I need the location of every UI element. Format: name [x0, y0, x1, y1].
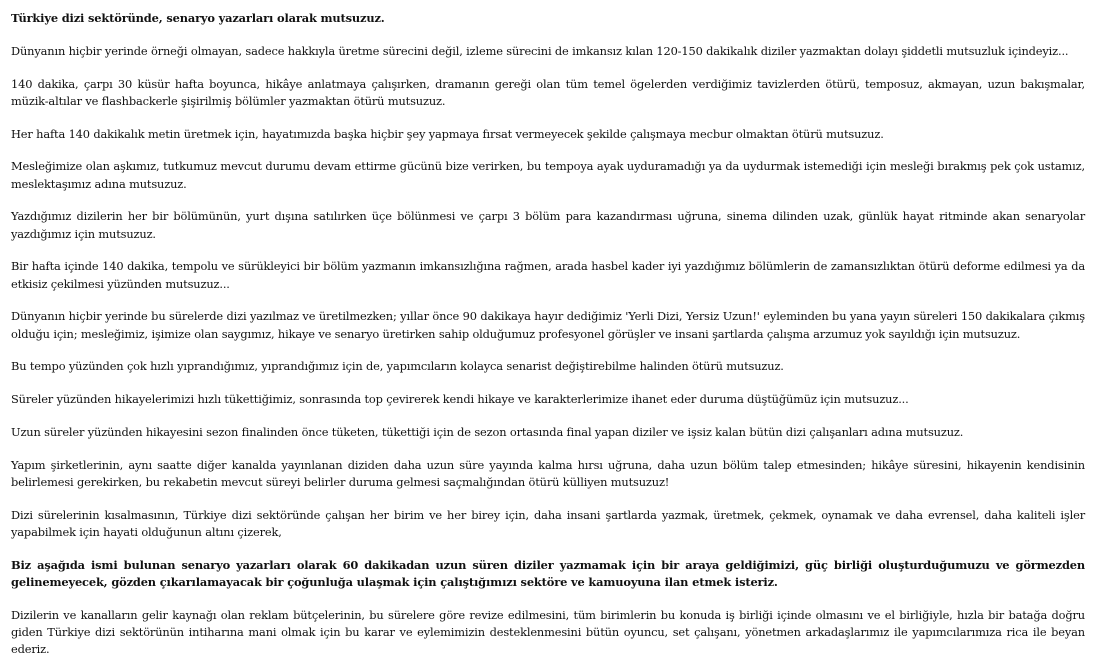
paragraph-4: Mesleğimize olan aşkımız, tutkumuz mevcut durumu devam ettirme gücünü bize verirken, bu tempoya ayak uyduramadığı ya da uydurmak istemediği için mesleği bırakmış pek çok ustamız, meslektaşımız adına mutsuzuz.: [11, 159, 1085, 191]
closing-paragraph: Dizilerin ve kanalların gelir kaynağı olan reklam bütçelerinin, bu sürelere göre revize edilmesini, tüm birimlerin bu konuda iş birliği içinde olmasını ve el birliğiyle, hızla bir batağa doğru giden Türkiye dizi sektörünün intiharına mani olmak için bu karar ve eylemimizin desteklenmesini bütün oyuncu, set çalışanı, yönetmen arkadaşlarımız ile yapımcılarımıza rica ile beyan ederiz.: [11, 607, 1085, 657]
paragraph-11: Yapım şirketlerinin, aynı saatte diğer kanalda yayınlanan diziden daha uzun süre yayında kalma hırsı uğruna, daha uzun bölüm talep etmesinden; hikâye süresini, hikayenin kendisinin belirlemesi gerekirken, bu rekabetin mevcut süreyi belirler duruma gelmesi saçmalığından ötürü külliyen mutsuzuz!: [11, 457, 1085, 489]
paragraph-1: Dünyanın hiçbir yerinde örneği olmayan, sadece hakkıyla üretme sürecini değil, izleme sürecini de imkansız kılan 120-150 dakikalık diziler yazmaktan dolayı şiddetli mutsuzluk içindeyiz...: [11, 43, 1069, 58]
declaration-paragraph: Biz aşağıda ismi bulunan senaryo yazarları olarak 60 dakikadan uzun süren diziler yazmamak için bir araya geldiğimizi, güç birliği oluşturduğumuzu ve görmezden gelinemeyecek, gözden çıkarılamayacak bir çoğunluğa ulaşmak için çalıştığımızı sektöre ve kamuoyuna ilan etmek isteriz.: [11, 557, 1085, 589]
paragraph-2: 140 dakika, çarpı 30 küsür hafta boyunca, hikâye anlatmaya çalışırken, dramanın gereği olan tüm temel ögelerden verdiğimiz tavizlerden ötürü, temposuz, akmayan, uzun bakışmalar, müzik-altılar ve flashbackerle şişirilmiş bölümler yazmaktan ötürü mutsuzuz.: [11, 76, 1085, 108]
document-title: Türkiye dizi sektöründe, senaryo yazarları olarak mutsuzuz.: [11, 11, 385, 25]
paragraph-12: Dizi sürelerinin kısalmasının, Türkiye dizi sektöründe çalışan her birim ve her birey için, daha insani şartlarda yazmak, üretmek, çekmek, oynamak ve daha evrensel, daha kaliteli işler yapabilmek için hayati olduğunun altını çizerek,: [11, 507, 1085, 539]
paragraph-10: Uzun süreler yüzünden hikayesini sezon finalinden önce tüketen, tükettiği için de sezon ortasında final yapan diziler ve işsiz kalan bütün dizi çalışanları adına mutsuzuz.: [11, 424, 964, 439]
paragraph-6: Bir hafta içinde 140 dakika, tempolu ve sürükleyici bir bölüm yazmanın imkansızlığına rağmen, arada hasbel kader iyi yazdığımız bölümlerin de zamansızlıktan ötürü deforme edilmesi ya da etkisiz çekilmesi yüzünden mutsuzuz...: [11, 259, 1085, 291]
paragraph-5: Yazdığımız dizilerin her bir bölümünün, yurt dışına satılırken üçe bölünmesi ve çarpı 3 bölüm para kazandırması uğruna, sinema dilinden uzak, günlük hayat ritminde akan senaryolar yazdığımız için mutsuzuz.: [11, 209, 1085, 241]
paragraph-3: Her hafta 140 dakikalık metin üretmek için, hayatımızda başka hiçbir şey yapmaya fırsat vermeyecek şekilde çalışmaya mecbur olmaktan ötürü mutsuzuz.: [11, 126, 884, 141]
paragraph-9: Süreler yüzünden hikayelerimizi hızlı tükettiğimiz, sonrasında top çevirerek kendi hikaye ve karakterlerimize ihanet eder duruma düştüğümüz için mutsuzuz...: [11, 392, 909, 407]
paragraph-7: Dünyanın hiçbir yerinde bu sürelerde dizi yazılmaz ve üretilmezken; yıllar önce 90 dakikaya hayır dediğimiz 'Yerli Dizi, Yersiz Uzun!' eyleminden bu yana yayın süreleri 150 dakikalara çıkmış olduğu için; mesleğimiz, işimize olan saygımız, hikaye ve senaryo üretirken sahip olduğumuz profesyonel görüşler ve insani şartlarda çalışma arzumuz yok sayıldığı için mutsuzuz.: [11, 309, 1085, 341]
paragraph-8: Bu tempo yüzünden çok hızlı yıprandığımız, yıprandığımız için de, yapımcıların kolayca senarist değiştirebilme halinden ötürü mutsuzuz.: [11, 359, 784, 374]
